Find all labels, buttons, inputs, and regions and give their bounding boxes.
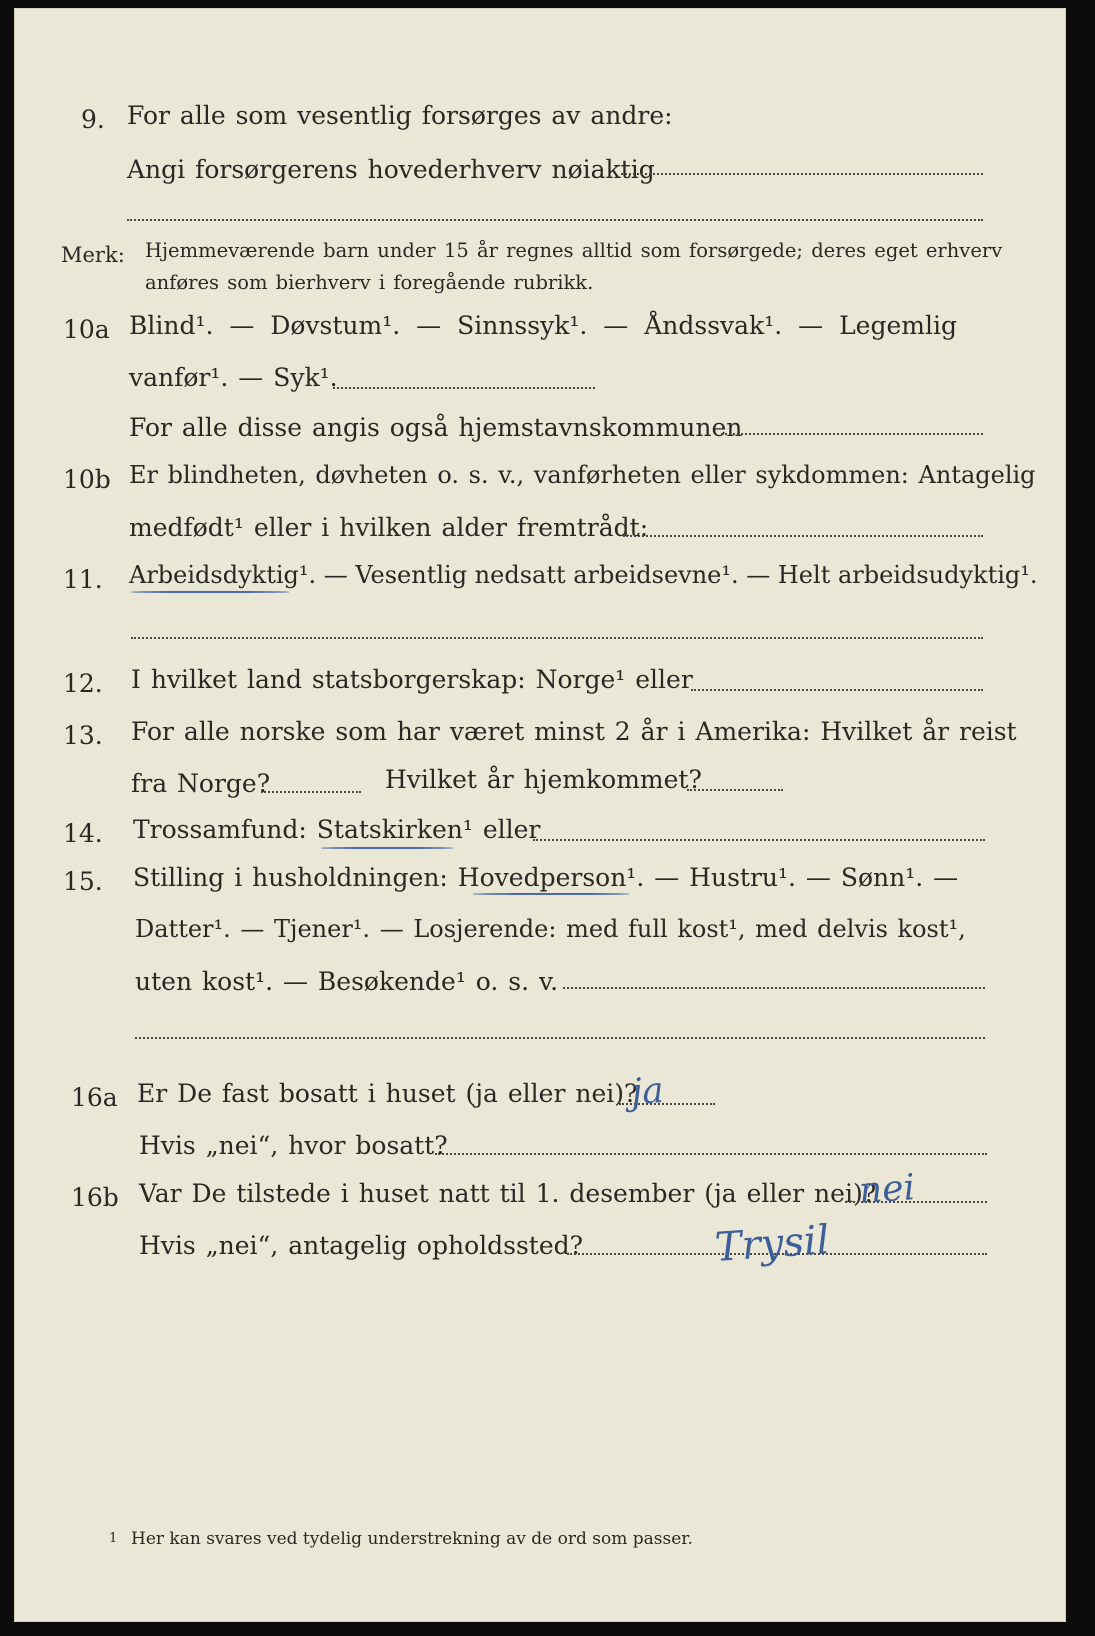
q14-answer-line[interactable] bbox=[533, 839, 985, 841]
q15-answer-line[interactable] bbox=[563, 987, 985, 989]
merk-line2: anføres som bierhverv i foregående rubrikk. bbox=[145, 271, 594, 294]
q10b-line1: Er blindheten, døvheten o. s. v., vanførheten eller sykdommen: Antagelig bbox=[129, 461, 1036, 489]
merk-line1: Hjemmeværende barn under 15 år regnes alltid som forsørgede; deres eget erhverv bbox=[145, 239, 1003, 262]
q13-line1: For alle norske som har været minst 2 år i Amerika: Hvilket år reist bbox=[131, 717, 1017, 746]
q11-answer-line[interactable] bbox=[131, 637, 983, 639]
q11-arbeidsdyktig-underline bbox=[131, 591, 289, 593]
q10a-answer-line[interactable] bbox=[333, 387, 595, 389]
q16a-line2: Hvis „nei“, hvor bosatt? bbox=[139, 1131, 448, 1160]
q15-number: 15. bbox=[63, 867, 103, 896]
q11-number: 11. bbox=[63, 565, 103, 594]
q16a-handwritten-answer: ja bbox=[629, 1069, 666, 1114]
q16a-number: 16a bbox=[71, 1083, 118, 1112]
footnote-text: Her kan svares ved tydelig understrekning av de ord som passer. bbox=[131, 1529, 693, 1549]
q12-line1: I hvilket land statsborgerskap: Norge¹ eller bbox=[131, 665, 693, 694]
q9-number: 9. bbox=[81, 105, 105, 134]
q12-answer-line[interactable] bbox=[691, 689, 983, 691]
q13-hjemkommet-answer-line[interactable] bbox=[687, 789, 783, 791]
q14-line1: Trossamfund: Statskirken¹ eller bbox=[133, 815, 541, 844]
q10b-line2: medfødt¹ eller i hvilken alder fremtrådt: bbox=[129, 513, 649, 542]
q15-line1: Stilling i husholdningen: Hovedperson¹. — Hustru¹. — Sønn¹. — bbox=[133, 863, 959, 892]
q10a-line3: For alle disse angis også hjemstavnskommunen bbox=[129, 413, 743, 442]
q16a-line1: Er De fast bosatt i huset (ja eller nei)? bbox=[137, 1079, 638, 1108]
q15-line2: Datter¹. — Tjener¹. — Losjerende: med full kost¹, med delvis kost¹, bbox=[135, 915, 966, 943]
q13-reist-answer-line[interactable] bbox=[261, 791, 361, 793]
q16b-line2: Hvis „nei“, antagelig opholdssted? bbox=[139, 1231, 584, 1260]
footnote-mark: 1 bbox=[109, 1531, 118, 1546]
q16b-line1: Var De tilstede i huset natt til 1. desember (ja eller nei)? bbox=[139, 1179, 877, 1208]
q11-line1: Arbeidsdyktig¹. — Vesentlig nedsatt arbeidsevne¹. — Helt arbeidsudyktig¹. bbox=[129, 561, 1038, 589]
q10a-line2: vanfør¹. — Syk¹. bbox=[129, 363, 338, 392]
q10a-line1: Blind¹. — Døvstum¹. — Sinnssyk¹. — Åndssvak¹. — Legemlig bbox=[129, 311, 957, 340]
q9-answer-line[interactable] bbox=[621, 173, 983, 175]
q16b-handwritten-location: Trysil bbox=[713, 1217, 831, 1271]
q10a-home-answer-line[interactable] bbox=[721, 433, 983, 435]
q10b-number: 10b bbox=[63, 465, 111, 494]
q9-answer-line-2[interactable] bbox=[127, 219, 983, 221]
q16b-number: 16b bbox=[71, 1183, 119, 1212]
q13-line2a: fra Norge? bbox=[131, 769, 271, 798]
q15-line3: uten kost¹. — Besøkende¹ o. s. v. bbox=[135, 967, 559, 996]
q10b-answer-line[interactable] bbox=[623, 535, 983, 537]
q10a-number: 10a bbox=[63, 315, 110, 344]
q9-line1: For alle som vesentlig forsørges av andre: bbox=[127, 101, 673, 130]
q15-hovedperson-underline bbox=[473, 893, 629, 895]
q14-number: 14. bbox=[63, 819, 103, 848]
q13-line2b: Hvilket år hjemkommet? bbox=[385, 765, 702, 794]
q16b-handwritten-answer: nei bbox=[857, 1167, 917, 1212]
q13-number: 13. bbox=[63, 721, 103, 750]
q16a-where-answer-line[interactable] bbox=[435, 1153, 987, 1155]
q9-line2: Angi forsørgerens hovederhverv nøiaktig bbox=[127, 155, 655, 184]
merk-label: Merk: bbox=[61, 243, 125, 267]
q12-number: 12. bbox=[63, 669, 103, 698]
census-form-page bbox=[14, 8, 1066, 1622]
q14-statskirken-underline bbox=[321, 847, 453, 849]
q15-answer-line-2[interactable] bbox=[135, 1037, 985, 1039]
